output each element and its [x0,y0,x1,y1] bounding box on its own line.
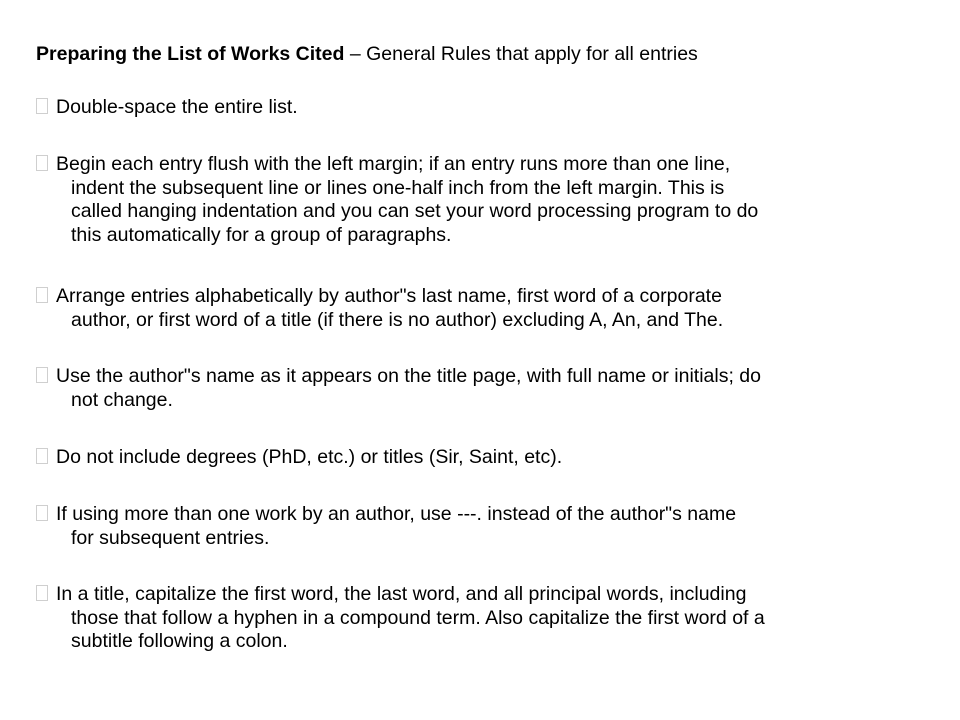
rule-line: indent the subsequent line or lines one-half inch from the left margin. This is [71,176,725,199]
rule-item [36,365,936,412]
rule-item [36,583,936,654]
bullet-placeholder-icon [36,98,48,114]
rule-line: for subsequent entries. [71,526,270,549]
rule-line: not change. [71,388,173,411]
rule-text: If using more than one work by an author, use ---. instead of the author"s name [56,503,737,525]
rule-line [36,96,936,120]
bullet-placeholder-icon [36,155,48,171]
bullet-placeholder-icon [36,505,48,521]
slide-heading [36,41,698,67]
rule-item [36,153,936,247]
rule-line [36,365,936,389]
bullet-placeholder-icon [36,448,48,464]
rule-line: author, or first word of a title (if there is no author) excluding A, An, and The. [71,308,724,331]
rule-item [36,96,936,120]
rule-text: Double-space the entire list. [56,96,298,118]
rule-item [36,285,936,332]
rule-line: called hanging indentation and you can set your word processing program to do [71,200,759,222]
rule-line [36,503,936,527]
bullet-placeholder-icon [36,585,48,601]
rule-line: those that follow a hyphen in a compound term. Also capitalize the first word of a [71,606,765,629]
rule-item [36,446,936,470]
heading-title: Preparing the List of Works Cited [36,43,345,65]
rule-line [36,446,936,470]
rule-line [36,285,936,309]
rule-line: subtitle following a colon. [71,630,288,652]
rule-text: Use the author"s name as it appears on the title page, with full name or initials; do [56,365,761,387]
bullet-placeholder-icon [36,287,48,303]
rule-text: In a title, capitalize the first word, the last word, and all principal words, including [56,583,747,605]
rule-line [36,153,936,177]
rule-line [36,583,936,607]
heading-subtitle: – General Rules that apply for all entries [344,43,698,65]
rule-line: this automatically for a group of paragraphs. [71,223,452,246]
rule-text: Do not include degrees (PhD, etc.) or titles (Sir, Saint, etc). [56,446,563,468]
rule-text: Begin each entry flush with the left margin; if an entry runs more than one line, [56,153,731,175]
rule-item [36,503,936,550]
rule-text: Arrange entries alphabetically by author"s last name, first word of a corporate [56,285,722,307]
bullet-placeholder-icon [36,367,48,383]
